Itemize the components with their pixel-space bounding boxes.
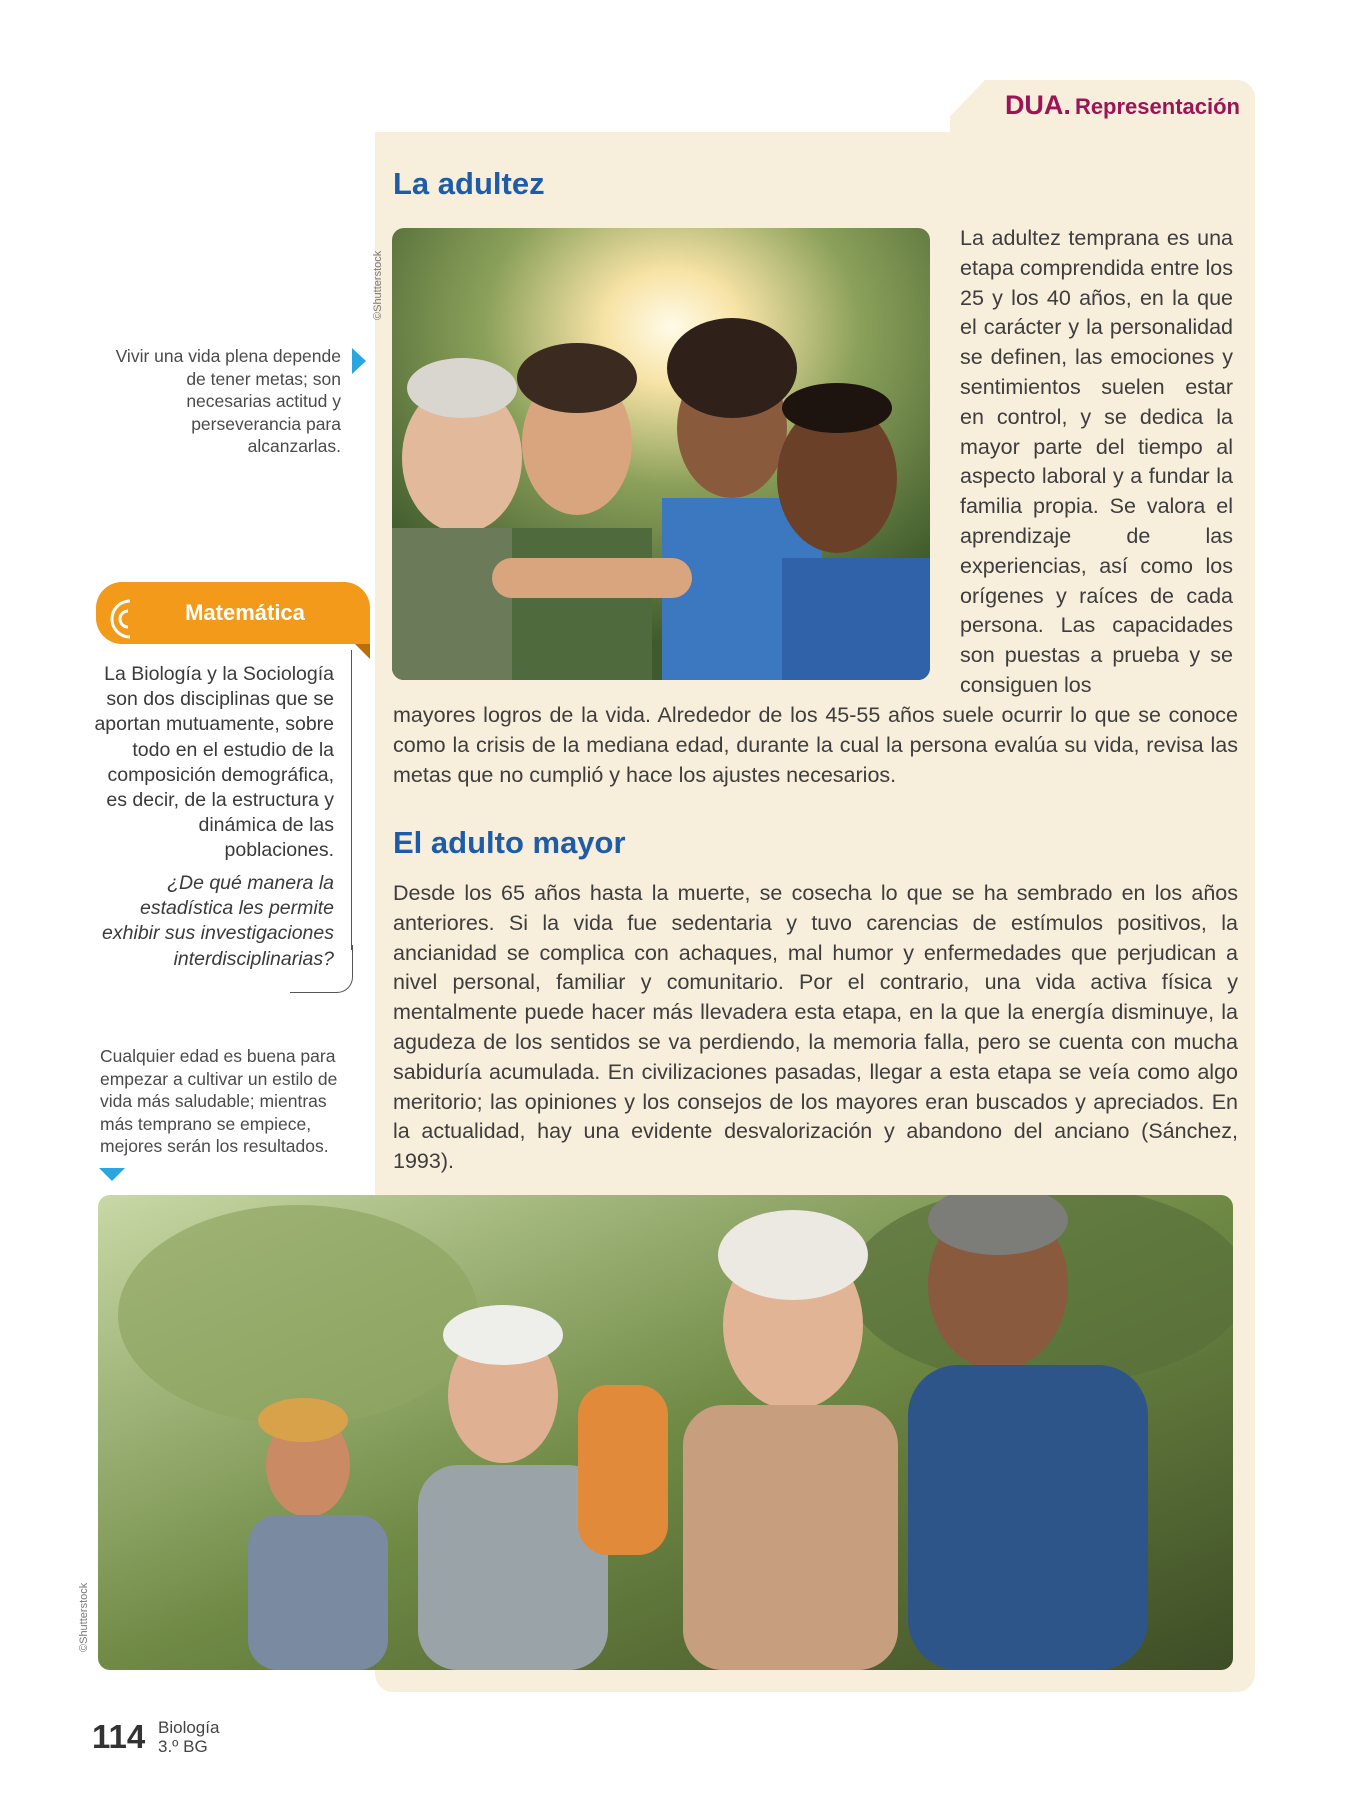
dua-label: DUA. xyxy=(1004,90,1071,120)
book-info xyxy=(158,1718,219,1756)
math-text: La Biología y la Sociología son dos disciplinas que se aportan mutuamente, sobre todo en el estudio de la composición demográfica, es decir, de la estructura y dinámica de las poblaciones. xyxy=(94,663,334,862)
arrow-right-icon xyxy=(352,348,366,374)
photo-friends-group xyxy=(392,228,930,680)
sidebar-note-healthy-lifestyle: Cualquier edad es buena para empezar a cultivar un estilo de vida más saludable; mientras más temprano se empiece, mejores serán los resultados. xyxy=(100,1046,338,1156)
dua-header xyxy=(990,90,1240,130)
connection-icon xyxy=(100,595,146,643)
adultez-paragraph-full: mayores logros de la vida. Alrededor de los 45-55 años suele ocurrir lo que se conoce como la crisis de la mediana edad, durante la cual la persona evalúa su vida, revisa las metas que no cumplió y hace los ajustes necesarios. xyxy=(393,703,1238,787)
math-question: ¿De qué manera la estadística les permite exhibir sus investigaciones interdisciplinarias? xyxy=(102,872,334,970)
dua-sub: Representación xyxy=(1074,94,1240,119)
panel-notch xyxy=(375,80,950,132)
math-bracket-line xyxy=(351,650,352,950)
math-header-fold xyxy=(355,644,370,659)
section-title-adulto-mayor: El adulto mayor xyxy=(393,825,626,860)
math-bracket xyxy=(290,945,353,993)
arrow-down-icon xyxy=(99,1168,125,1181)
book-grade: 3.º BG xyxy=(158,1737,208,1756)
photo-credit-1: ©Shutterstock xyxy=(372,250,384,320)
panel-notch-slope xyxy=(935,80,985,132)
photo-credit-2: ©Shutterstock xyxy=(78,1582,90,1652)
page-number: 114 xyxy=(92,1718,146,1755)
adultez-paragraph-wrap: La adultez temprana es una etapa comprendida entre los 25 y los 40 años, en la que el carácter y la personalidad se definen, las emociones y sentimientos suelen estar en control, y se dedica la mayor parte del tiempo al aspecto laboral y a fundar la familia propia. Se valora el aprendizaje de las experiencias, así como los orígenes y raíces de cada persona. Las capacidades son puestas a prueba y se consiguen los xyxy=(960,226,1233,697)
book-subject: Biología xyxy=(158,1718,220,1737)
photo-senior-hikers xyxy=(98,1195,1233,1670)
section-title-adultez: La adultez xyxy=(393,166,545,201)
adulto-mayor-paragraph: Desde los 65 años hasta la muerte, se cosecha lo que se ha sembrado en los años anteriores. Si la vida fue sedentaria y tuvo carencias de estímulos positivos, la ancianidad se complica con achaques, mal humor y enfermedades que perjudican a nivel personal, familiar y comunitario. Por el contrario, una vida activa física y mentalmente puede hacer más llevadera esta etapa, en la que la energía disminuye, la agudeza de los sentidos se va perdiendo, la memoria falla, pero se cuenta con mucha sabiduría acumulada. En civilizaciones pasadas, llegar a esta etapa se veía como algo meritorio; las opiniones y los consejos de los mayores eran buscados y apreciados. En la actualidad, hay una evidente desvalorización y abandono del anciano (Sánchez, 1993). xyxy=(393,881,1238,1174)
math-title: Matemática xyxy=(185,600,305,625)
sidebar-note-goals: Vivir una vida plena depende de tener metas; son necesarias actitud y perseverancia para alcanzarlas. xyxy=(115,346,341,456)
